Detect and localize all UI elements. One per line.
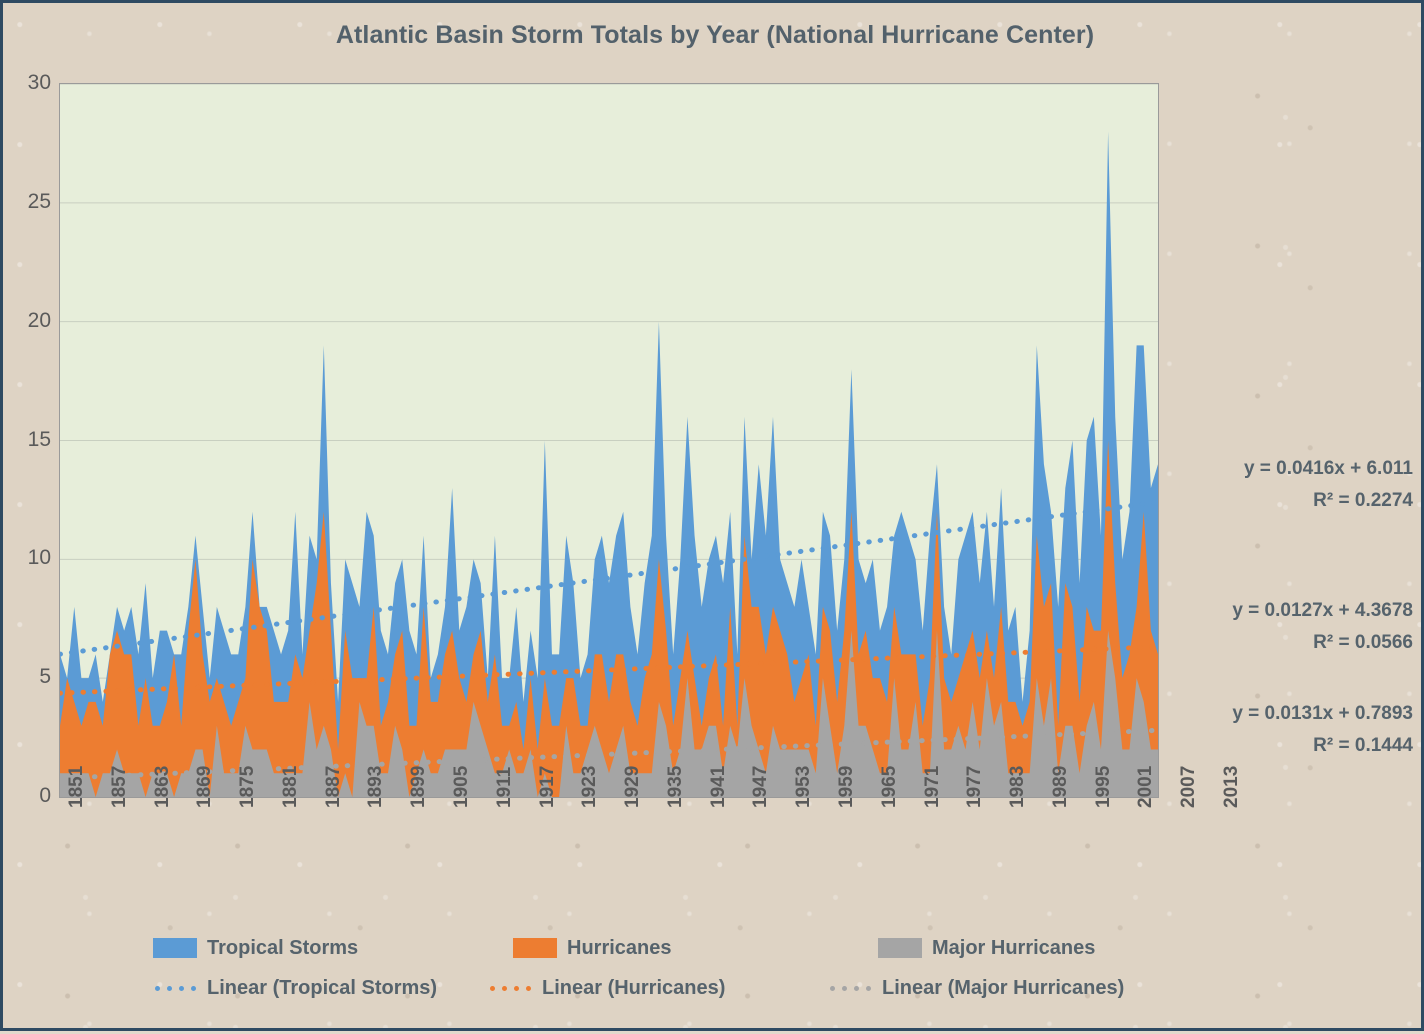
legend-label: Linear (Tropical Storms) bbox=[207, 976, 438, 999]
trendline-r2: R² = 0.0566 bbox=[1313, 632, 1413, 653]
legend-item[interactable] bbox=[153, 977, 488, 1000]
legend-dotted-line bbox=[488, 978, 532, 998]
x-axis-tick-label: 1851 bbox=[66, 765, 87, 808]
legend-row-trendlines bbox=[153, 968, 1303, 1008]
trendline-equation: y = 0.0127x + 4.3678 bbox=[1232, 600, 1413, 621]
x-axis-tick-label: 1953 bbox=[793, 765, 815, 808]
x-axis-tick-label: 1893 bbox=[365, 765, 387, 808]
y-axis-tick-label: 30 bbox=[27, 71, 51, 94]
x-axis-tick-label: 1899 bbox=[408, 765, 430, 808]
trendline-equation: y = 0.0416x + 6.011 bbox=[1243, 458, 1413, 479]
y-axis-tick-label: 15 bbox=[27, 427, 51, 451]
y-axis-tick-label: 0 bbox=[39, 784, 51, 807]
legend-label: Hurricanes bbox=[567, 936, 672, 959]
legend-item[interactable] bbox=[513, 937, 878, 960]
x-axis-tick-label: 1959 bbox=[836, 765, 858, 808]
x-axis-tick-label: 1887 bbox=[322, 765, 344, 808]
legend-swatch bbox=[878, 938, 922, 958]
legend-row-series bbox=[153, 928, 1303, 968]
x-axis-tick-label: 2007 bbox=[1178, 765, 1200, 808]
x-axis-tick-label: 1989 bbox=[1049, 765, 1071, 808]
x-axis-tick-label: 1917 bbox=[536, 765, 558, 808]
x-axis-tick-label: 1995 bbox=[1092, 765, 1114, 808]
legend-label: Major Hurricanes bbox=[932, 936, 1096, 959]
x-axis-tick-label: 1905 bbox=[451, 765, 472, 808]
x-axis-tick-label: 1863 bbox=[151, 765, 173, 808]
x-axis-tick-label: 1875 bbox=[237, 765, 259, 808]
legend-swatch bbox=[153, 938, 197, 958]
legend-dotted-line bbox=[153, 978, 197, 998]
plot-svg bbox=[60, 84, 1158, 797]
x-axis-tick-label: 1857 bbox=[108, 765, 130, 808]
x-axis-tick-label: 1911 bbox=[493, 766, 515, 808]
x-axis-tick-label: 1929 bbox=[622, 765, 644, 808]
chart-legend bbox=[153, 928, 1303, 1008]
legend-dotted-line bbox=[828, 978, 872, 998]
legend-swatch bbox=[513, 938, 557, 958]
x-axis-tick-label: 1935 bbox=[664, 765, 686, 808]
x-axis-tick-label: 1971 bbox=[921, 765, 943, 808]
y-axis-tick-label: 25 bbox=[27, 189, 51, 213]
trendline-r2: R² = 0.2274 bbox=[1313, 490, 1413, 511]
legend-item[interactable] bbox=[153, 937, 513, 960]
legend-label: Linear (Hurricanes) bbox=[542, 976, 726, 999]
x-axis-tick-label: 1881 bbox=[279, 765, 301, 808]
legend-item[interactable] bbox=[878, 937, 1095, 960]
legend-label: Tropical Storms bbox=[207, 936, 359, 959]
y-axis-tick-label: 20 bbox=[27, 308, 51, 332]
chart-title: Atlantic Basin Storm Totals by Year (National Hurricane Center) bbox=[335, 21, 1095, 49]
x-axis-tick-label: 2001 bbox=[1135, 765, 1157, 808]
trendline-equation: y = 0.0131x + 0.7893 bbox=[1232, 703, 1413, 724]
x-axis-tick-label: 1965 bbox=[878, 765, 900, 808]
y-axis-tick-label: 10 bbox=[27, 546, 51, 570]
legend-item[interactable] bbox=[488, 977, 828, 1000]
x-axis-tick-label: 1983 bbox=[1007, 765, 1029, 808]
x-axis-tick-label: 1923 bbox=[579, 765, 601, 808]
x-axis-tick-label: 1941 bbox=[707, 765, 729, 808]
y-axis-tick-label: 5 bbox=[39, 665, 51, 689]
x-axis-tick-label: 1869 bbox=[194, 765, 216, 808]
x-axis-tick-label: 1977 bbox=[964, 765, 986, 808]
plot-area bbox=[59, 83, 1159, 798]
trendline-r2: R² = 0.1444 bbox=[1313, 735, 1413, 756]
legend-item[interactable] bbox=[828, 977, 1124, 1000]
x-axis-tick-label: 2013 bbox=[1221, 765, 1243, 808]
x-axis-tick-label: 1947 bbox=[750, 765, 772, 808]
legend-label: Linear (Major Hurricanes) bbox=[882, 976, 1125, 999]
